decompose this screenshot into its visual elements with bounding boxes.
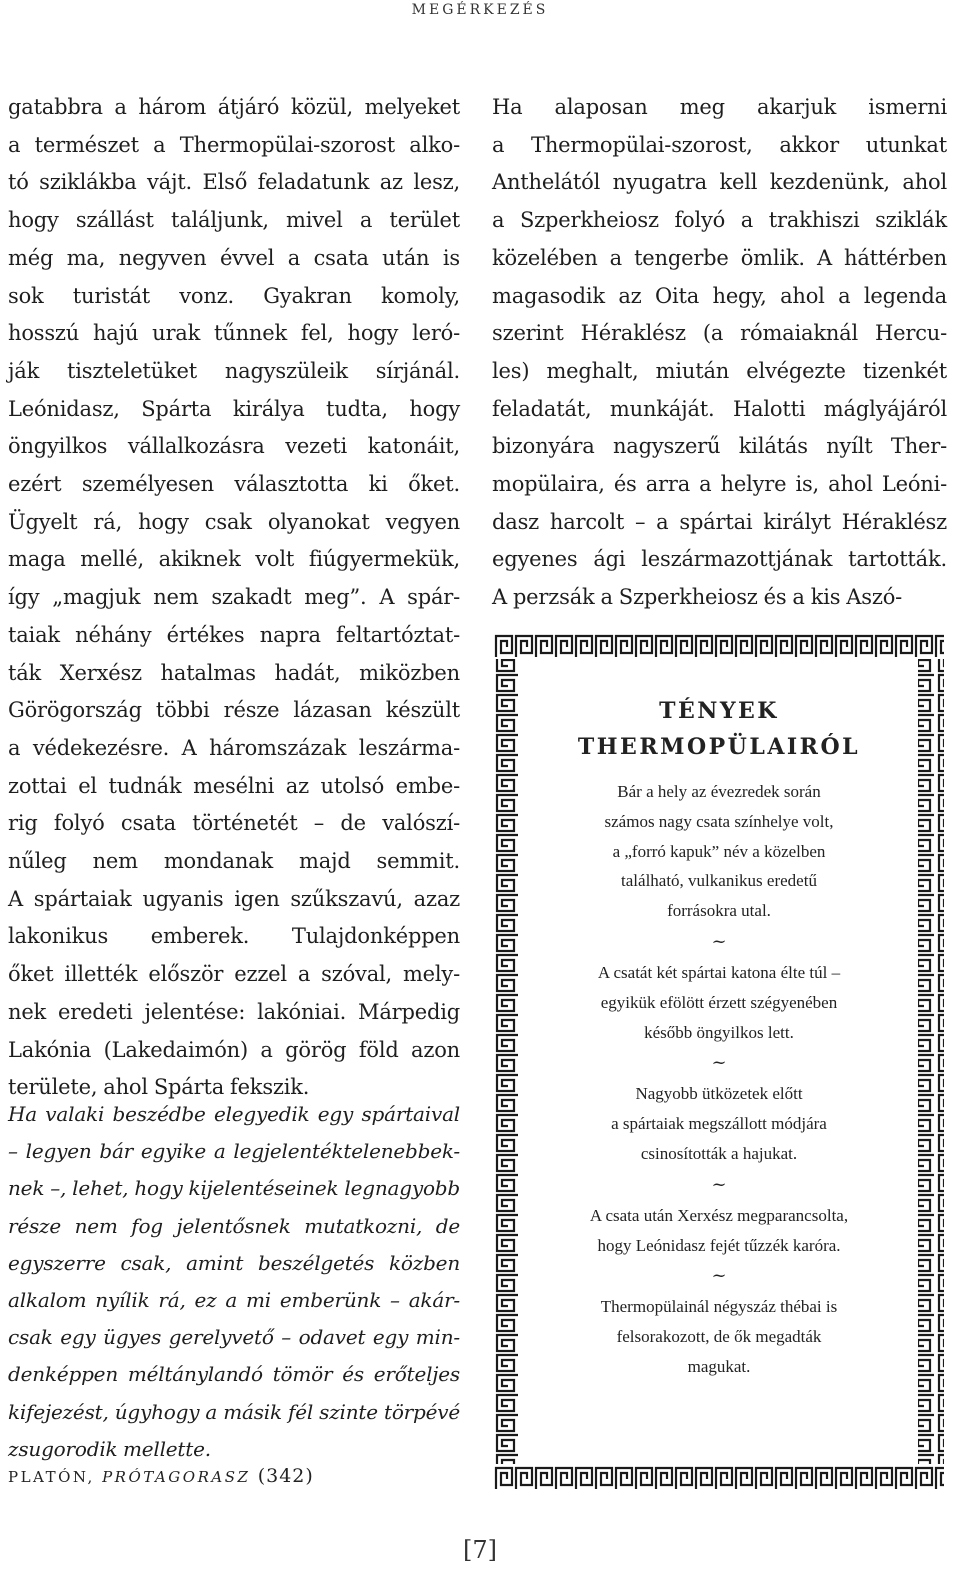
text-line: ták Xerxész hatalmas hadát, miközben [8, 660, 460, 685]
fact-line: hogy Leónidasz fejét tűzzék karóra. [597, 1235, 841, 1255]
text-line: a természet a Thermopülai-szorost alko- [8, 132, 460, 157]
text-line: öngyilkos vállalkozásra vezeti katonáit, [8, 434, 460, 459]
quote-line: – legyen bár egyike a legjelentéktelenebbek- [8, 1139, 460, 1164]
swash-divider-icon: ~ [711, 1173, 727, 1195]
fact-line: található, vulkanikus eredetű [621, 871, 817, 891]
fact-entry [538, 958, 900, 1047]
text-line: gatabbra a három átjáró közül, melyeket [8, 95, 460, 119]
fact-line: csinosították a hajukat. [640, 1143, 798, 1163]
quote-author: PLATÓN, [8, 1468, 95, 1486]
text-line: Leónidasz, Spárta királya tudta, hogy [8, 396, 460, 421]
fact-line: forrásokra utal. [667, 901, 771, 921]
text-line: a Thermopülai-szorost, akkor utunkat [492, 132, 947, 157]
right-column-text [492, 89, 947, 617]
quote-line: kifejezést, úgyhogy a másik fél szinte törpévé [8, 1399, 460, 1424]
text-line: a védekezésre. A háromszázak leszárma- [8, 735, 460, 760]
text-line: feladatát, munkáját. Halotti máglyájáról [492, 396, 947, 421]
facts-content [538, 693, 900, 1382]
text-line: ják tiszteletüket nagyszüleik sírjánál. [8, 358, 460, 383]
quote-line: zsugorodik mellette. [8, 1436, 211, 1461]
text-line: Ügyelt rá, hogy csak olyanokat vegyen [8, 509, 460, 534]
text-line: hosszú hajú urak tűnnek fel, hogy leró- [8, 321, 460, 346]
text-line: Ha alaposan meg akarjuk ismerni [492, 95, 947, 119]
fact-line: A csatát két spártai katona élte túl – [597, 962, 841, 982]
quote-attribution [8, 1465, 314, 1487]
text-line: nűleg nem mondanak majd semmit. [8, 849, 460, 874]
fact-line: Bár a hely az évezredek során [617, 782, 821, 801]
facts-title [538, 693, 900, 765]
quote-work-title: PRÓTAGORASZ [102, 1468, 251, 1486]
facts-sidebar [494, 633, 944, 1490]
fact-line: egyikük efölött érzett szégyenében [600, 992, 838, 1012]
quote-line: Ha valaki beszédbe elegyedik egy spártaival [8, 1102, 460, 1126]
text-line: egyenes ági leszármazottjának tartották. [492, 547, 947, 572]
text-line: A spártaiak ugyanis igen szűkszavú, azaz [8, 886, 460, 911]
fact-entry [538, 1201, 900, 1261]
left-column [8, 89, 460, 1107]
fact-entry [538, 777, 900, 926]
text-line: nek eredeti jelentése: lakóniai. Márpedig [8, 999, 460, 1024]
page-number: [7] [463, 1536, 497, 1564]
text-line: zottai el tudnák mesélni az utolsó embe- [8, 773, 460, 798]
text-line: magasodik az Oita hegy, ahol a legenda [492, 283, 947, 308]
text-line: mopülaira, és arra a helyre is, ahol Leóni- [492, 472, 947, 497]
text-line: Lakónia (Lakedaimón) a görög föld azon [8, 1037, 460, 1062]
fact-line: később öngyilkos lett. [644, 1022, 794, 1042]
swash-divider-icon: ~ [711, 1052, 727, 1074]
text-line: így „magjuk nem szakadt meg”. A spár- [8, 585, 460, 610]
facts-title-line1: TÉNYEK [659, 698, 779, 724]
text-line: őket illették először ezzel a szóval, mely- [8, 962, 460, 987]
text-line: Görögország többi része lázasan készült [8, 698, 460, 723]
text-line: les) meghalt, miután elvégezte tizenkét [492, 358, 947, 383]
right-column [492, 89, 947, 617]
fact-line: a „forró kapuk” név a közelben [612, 841, 826, 861]
text-line: még ma, negyven évvel a csata után is [8, 245, 460, 270]
fact-entry [538, 1292, 900, 1381]
quote-line: része nem fog jelentősnek mutatkozni, de [8, 1213, 460, 1238]
running-header: MEGÉRKEZÉS [411, 2, 549, 18]
text-line: hogy szállást találjunk, mivel a terület [8, 208, 460, 233]
fact-line: Nagyobb ütközetek előtt [635, 1084, 803, 1104]
quote-line: egyszerre csak, amint beszélgetés közben [8, 1250, 460, 1275]
fact-line: Thermopülainál négyszáz thébai is [600, 1297, 838, 1317]
swash-divider-icon: ~ [711, 1265, 727, 1287]
quote-line: denképpen méltánylandó tömör és erőteljes [8, 1362, 460, 1387]
quote-line: alkalom nyílik rá, ez a mi emberünk – akár- [8, 1288, 460, 1313]
text-line: rig folyó csata történetét – de valószí- [8, 811, 460, 836]
text-line: maga mellé, akiknek volt fiúgyermekük, [8, 547, 460, 572]
text-line: bizonyára nagyszerű kilátás nyílt Ther- [492, 434, 947, 459]
fact-line: felsorakozott, de ők megadták [616, 1327, 822, 1347]
quote-line: csak egy ügyes gerelyvető – odavet egy min- [8, 1325, 460, 1350]
left-column-text [8, 89, 460, 1107]
plato-quote [8, 1096, 460, 1468]
text-line: ezért személyesen választotta ki őket. [8, 472, 460, 497]
facts-title-line2: THERMOPÜLAIRÓL [577, 734, 861, 760]
text-line: lakonikus emberek. Tulajdonképpen [8, 924, 460, 949]
text-line: Anthelától nyugatra kell kezdenünk, ahol [492, 170, 947, 195]
swash-divider-icon: ~ [711, 930, 727, 952]
text-line: szerint Héraklész (a rómaiaknál Hercu- [492, 321, 947, 346]
quote-line: nek –, lehet, hogy kijelentéseinek legnagyobb [8, 1176, 460, 1201]
text-line: területe, ahol Spárta fekszik. [8, 1075, 310, 1100]
text-line: közelében a tengerbe ömlik. A háttérben [492, 245, 947, 270]
fact-entry [538, 1079, 900, 1168]
text-line: A perzsák a Szperkheiosz és a kis Aszó- [492, 585, 903, 610]
fact-line: magukat. [687, 1356, 751, 1376]
text-line: a Szperkheiosz folyó a trakhiszi sziklák [492, 208, 947, 233]
text-line: sok turistát vonz. Gyakran komoly, [8, 283, 460, 308]
quote-reference: (342) [257, 1465, 314, 1487]
text-line: taiak néhány értékes napra feltartóztat- [8, 622, 460, 647]
fact-line: számos nagy csata színhelye volt, [604, 811, 834, 831]
text-line: tó sziklákba vájt. Első feladatunk az lesz, [8, 170, 460, 195]
facts-list [538, 765, 900, 1382]
fact-line: a spártaiak megszállott módjára [611, 1114, 827, 1134]
text-line: dasz harcolt – a spártai királyt Héraklész [492, 509, 947, 534]
fact-line: A csata után Xerxész megparancsolta, [589, 1205, 849, 1225]
